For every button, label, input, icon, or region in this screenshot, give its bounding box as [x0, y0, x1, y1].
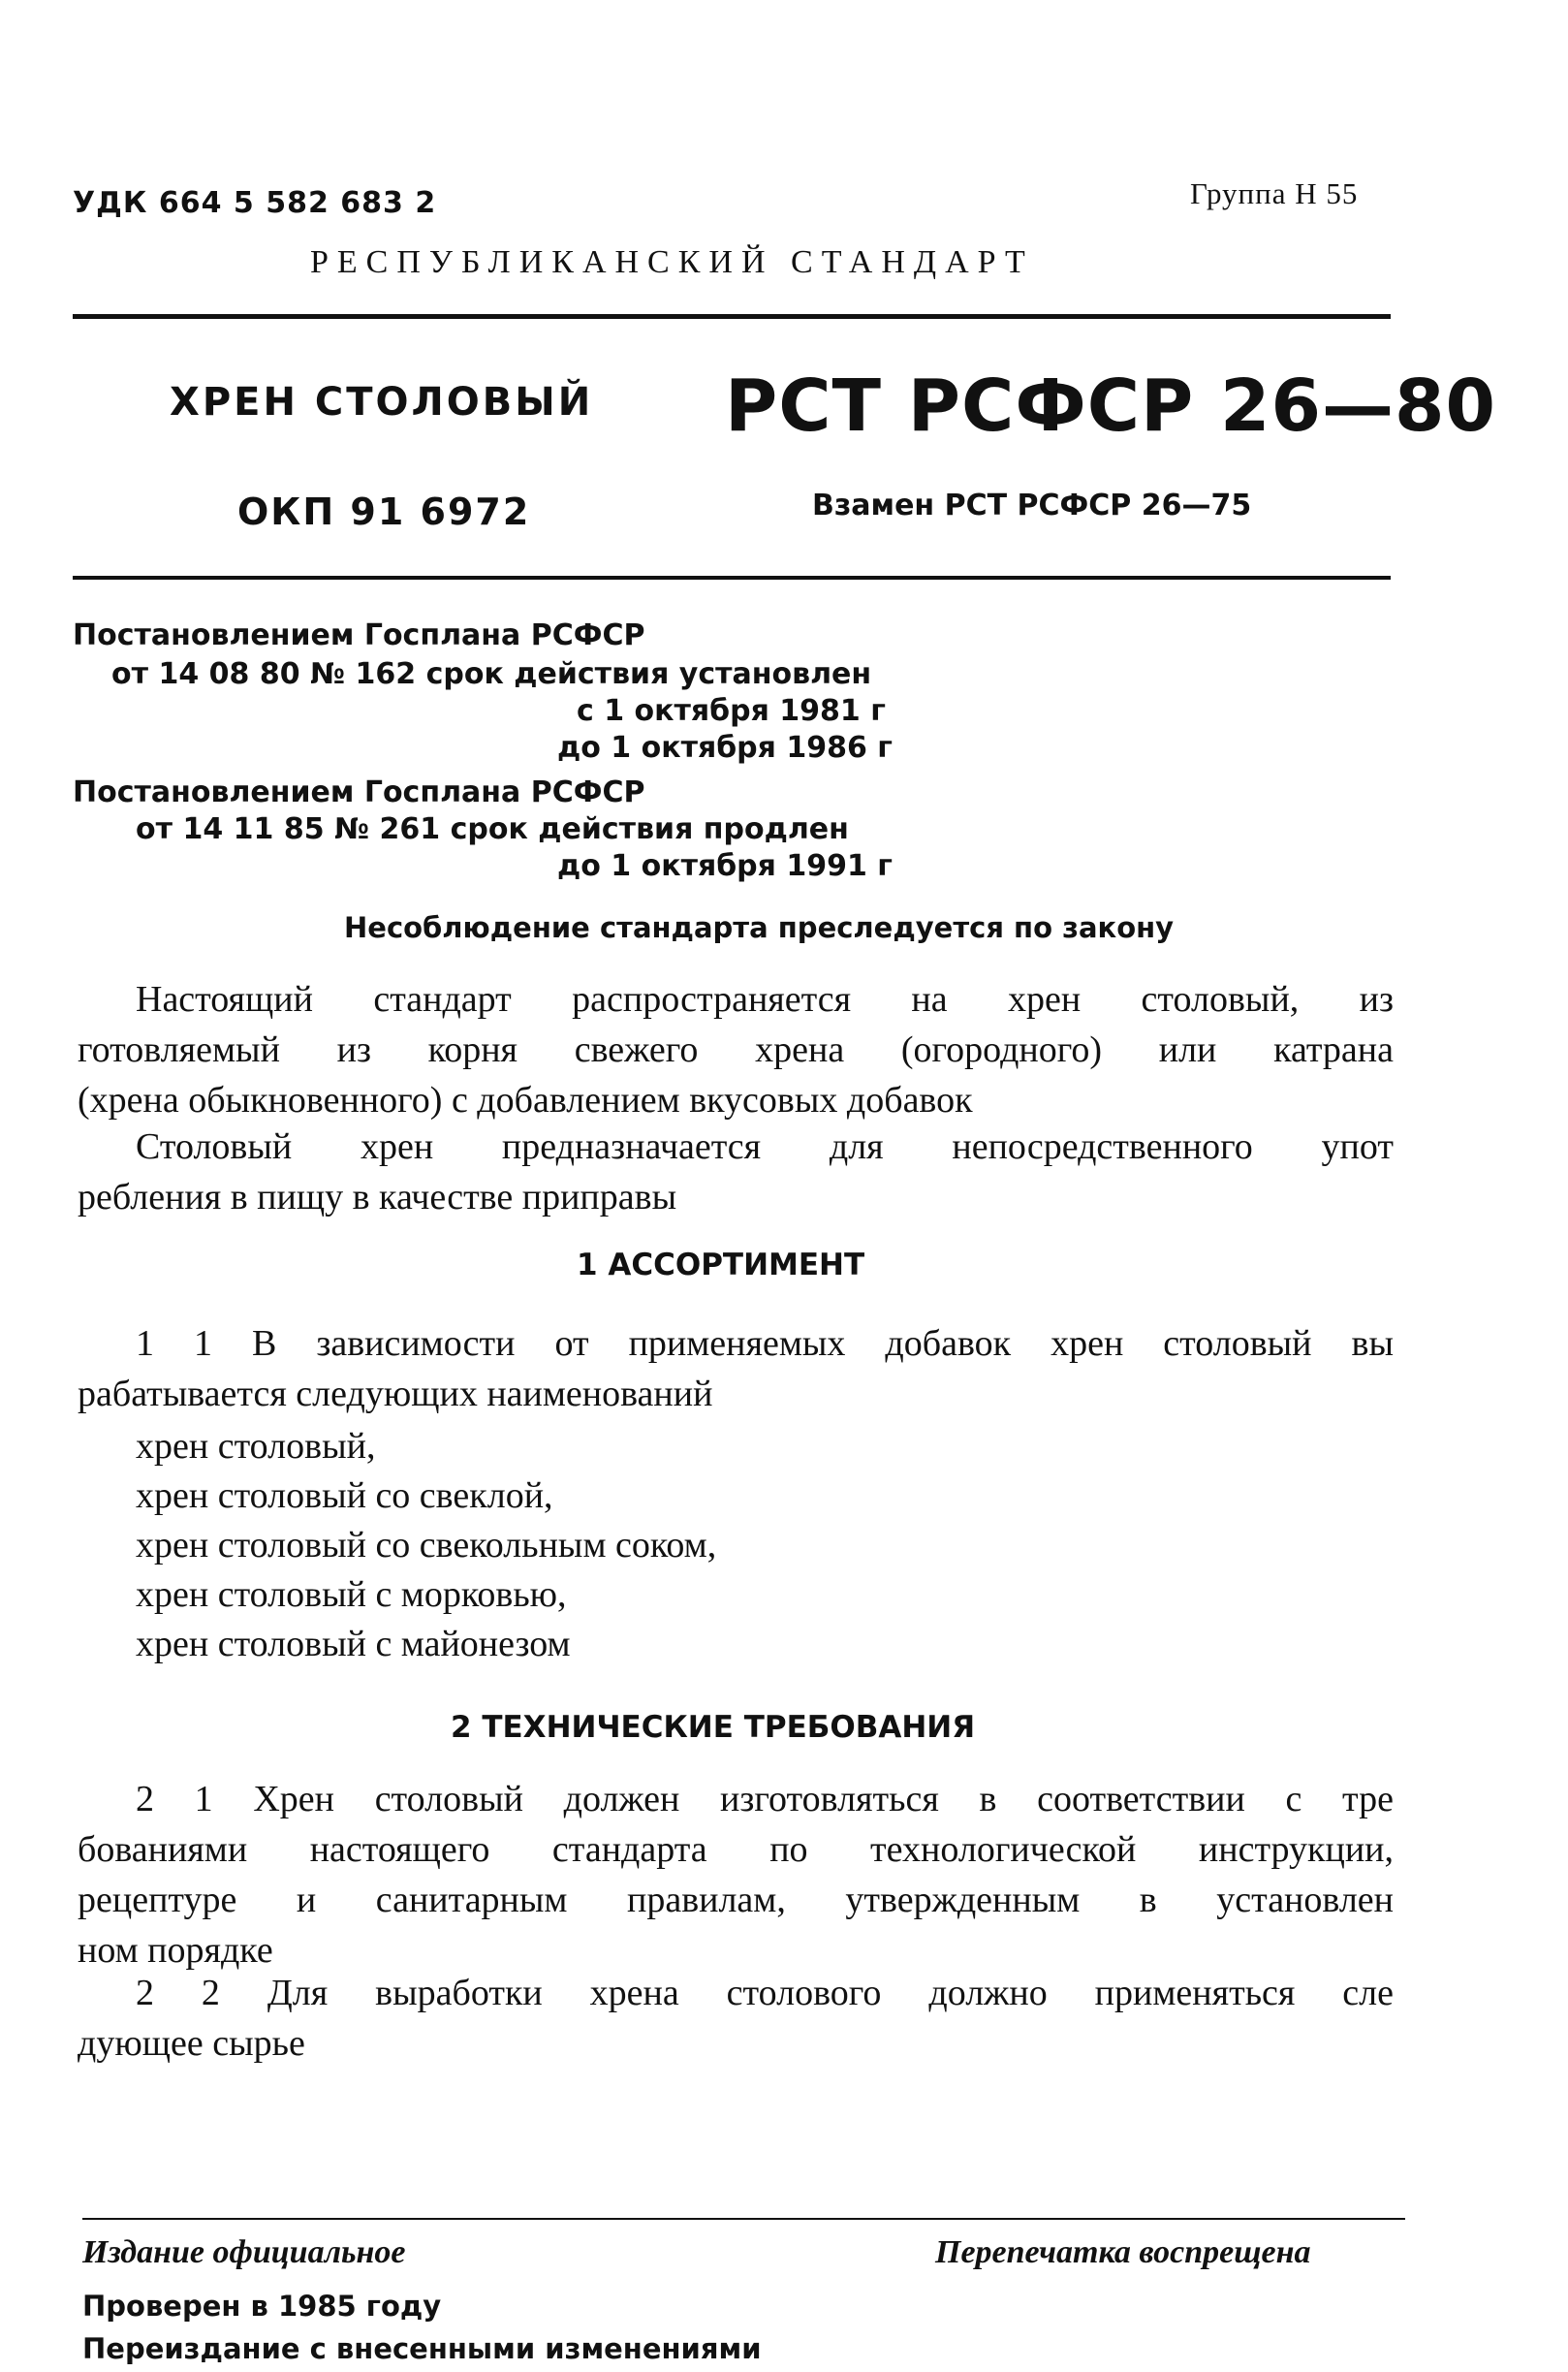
decree-1-line-3: с 1 октября 1981 г	[577, 694, 886, 728]
legal-warning: Несоблюдение стандарта преследуется по закону	[344, 911, 1175, 944]
list-item: хрен столовый со свекольным соком,	[136, 1525, 717, 1566]
reprint-forbidden-label: Перепечатка воспрещена	[935, 2234, 1311, 2270]
text-line: ребления в пищу в качестве приправы	[78, 1177, 677, 1218]
section-1-title: 1 АССОРТИМЕНТ	[577, 1248, 865, 1282]
product-name: ХРЕН СТОЛОВЫЙ	[170, 380, 594, 425]
decree-2-line-1: Постановлением Госплана РСФСР	[73, 775, 645, 809]
text-line: 2 2 Для выработки хрена столового должно применяться сле	[136, 1973, 1394, 2013]
text-line: дующее сырье	[78, 2023, 305, 2064]
list-item: хрен столовый,	[136, 1426, 376, 1467]
top-divider	[73, 314, 1391, 319]
text-line: готовляемый из корня свежего хрена (огородного) или катрана	[78, 1029, 1394, 1070]
list-item: хрен столовый с майонезом	[136, 1624, 571, 1664]
standard-code: РСТ РСФСР 26—80	[725, 364, 1496, 448]
title-divider	[73, 576, 1391, 580]
section-2-paragraph-1	[78, 1774, 1394, 1976]
official-edition-label: Издание официальное	[82, 2234, 406, 2270]
decree-1-line-2: от 14 08 80 № 162 срок действия установлен	[111, 657, 872, 691]
text-line: Столовый хрен предназначается для непосредственного упот	[136, 1126, 1394, 1167]
text-line: рабатывается следующих наименований	[78, 1374, 713, 1414]
section-2-title: 2 ТЕХНИЧЕСКИЕ ТРЕБОВАНИЯ	[451, 1710, 976, 1745]
footer-divider	[82, 2218, 1405, 2220]
reissue-note: Переиздание с внесенными изменениями	[82, 2332, 762, 2365]
decree-1-line-4: до 1 октября 1986 г	[557, 731, 893, 765]
section-2-paragraph-2	[78, 1968, 1394, 2069]
intro-paragraph-2	[78, 1122, 1394, 1222]
text-line: ном порядке	[78, 1930, 273, 1971]
replaces-note: Взамен РСТ РСФСР 26—75	[812, 489, 1252, 522]
decree-2-line-3: до 1 октября 1991 г	[557, 849, 893, 883]
text-line: (хрена обыкновенного) с добавлением вкусовых добавок	[78, 1080, 973, 1121]
text-line: бованиями настоящего стандарта по технологической инструкции,	[78, 1829, 1394, 1870]
list-item: хрен столовый с морковью,	[136, 1574, 567, 1615]
checked-note: Проверен в 1985 году	[82, 2290, 442, 2323]
republic-standard-label: РЕСПУБЛИКАНСКИЙ СТАНДАРТ	[310, 244, 1034, 280]
decree-1-line-1: Постановлением Госплана РСФСР	[73, 618, 645, 652]
intro-paragraph-1	[78, 974, 1394, 1125]
text-line: Настоящий стандарт распространяется на хрен столовый, из	[136, 979, 1394, 1020]
decree-2-line-2: от 14 11 85 № 261 срок действия продлен	[136, 812, 849, 846]
text-line: рецептуре и санитарным правилам, утвержденным в установлен	[78, 1880, 1394, 1920]
text-line: 2 1 Хрен столовый должен изготовляться в соответствии с тре	[136, 1779, 1394, 1819]
section-1-paragraph	[78, 1318, 1394, 1419]
list-item: хрен столовый со свеклой,	[136, 1475, 553, 1516]
udk-code: УДК 664 5 582 683 2	[73, 186, 437, 220]
group-code: Группа Н 55	[1190, 176, 1359, 210]
text-line: 1 1 В зависимости от применяемых добавок хрен столовый вы	[136, 1323, 1394, 1364]
okp-code: ОКП 91 6972	[237, 490, 531, 533]
